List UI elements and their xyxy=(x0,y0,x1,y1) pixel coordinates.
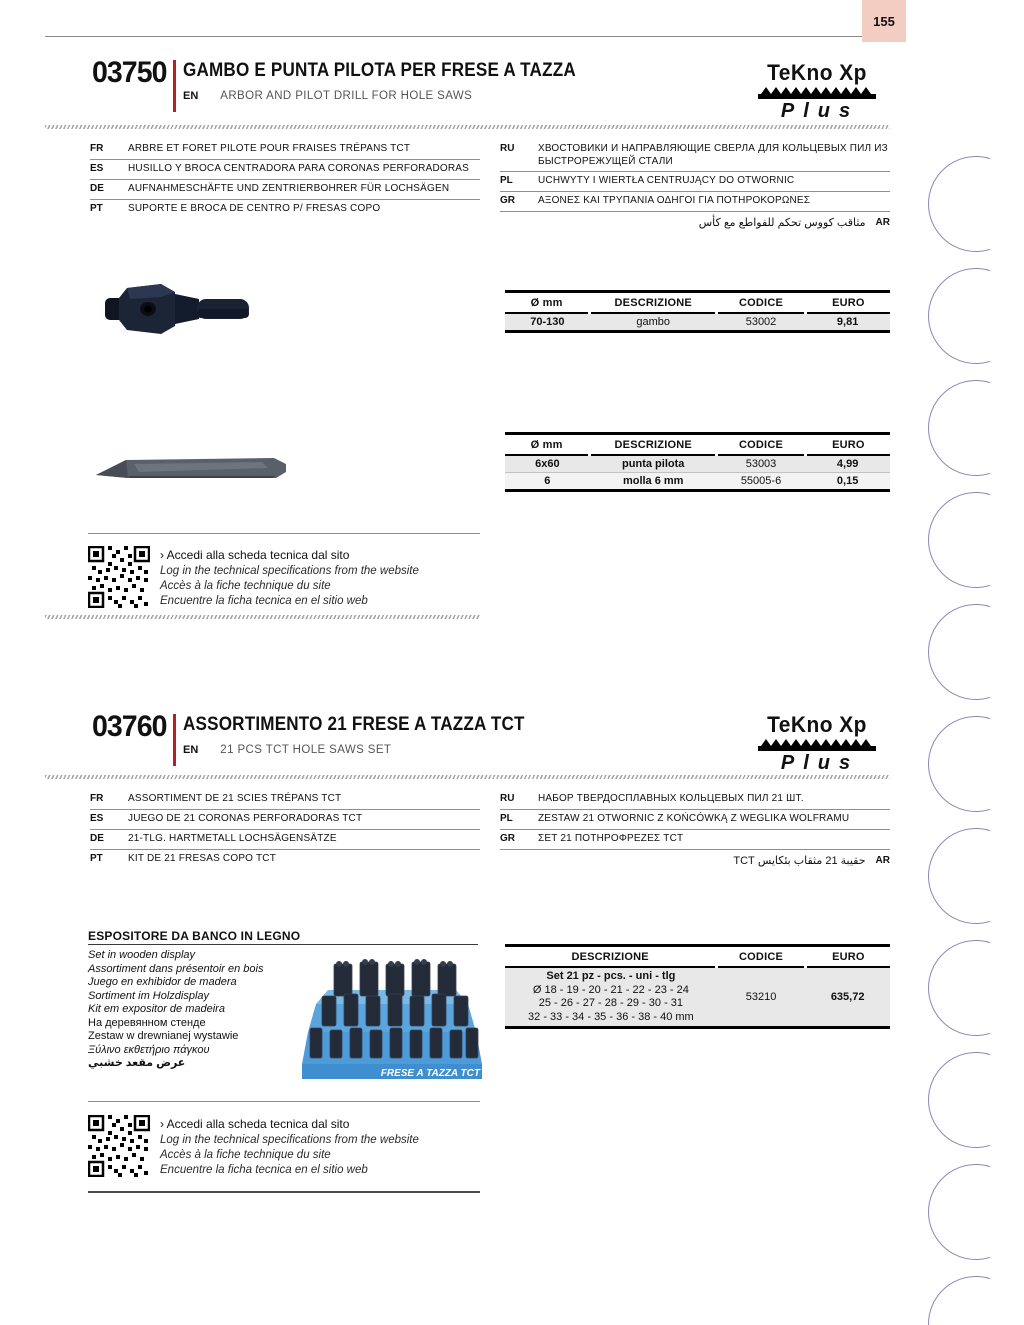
page-number-tab xyxy=(862,0,906,42)
lang-row-de: DE AUFNAHMESCHÄFTE UND ZENTRIERBOHRER FÜR LOCHSÄGEN xyxy=(90,180,480,200)
bottom-rule xyxy=(88,1191,480,1193)
qr-caption: › Accedi alla scheda tecnica dal sito Log in the technical specifications from the website Accès à la fiche technique du site Encuentre la ficha tecnica en el sitio web xyxy=(160,548,419,607)
product-code: 03750 xyxy=(92,56,167,89)
lang-row-gr: GR ΑΞΟΝΕΣ ΚΑΙ ΤΡΥΠΑΝΙΑ ΟΔΗΓΟΙ ΓΙΑ ΠΟΤΗΡΟΚΟΡΩΝΕΣ xyxy=(500,192,890,212)
section-divider xyxy=(45,775,890,779)
lang-row-gr: GR ΣΕΤ 21 ΠΟΤΗΡΟΦΡΕΖΕΣ TCT xyxy=(500,830,890,850)
en-label: EN xyxy=(183,744,199,756)
lang-row-ru: RU НАБОР ТВЕРДОСПЛАВНЫХ КОЛЬЦЕВЫХ ПИЛ 21 ШТ. xyxy=(500,790,890,810)
col-description: DESCRIZIONE xyxy=(590,434,717,456)
product-title: GAMBO E PUNTA PILOTA PER FRESE A TAZZA xyxy=(183,60,576,81)
language-list-left xyxy=(90,790,480,869)
col-description: DESCRIZIONE xyxy=(590,292,717,314)
lang-row-ru: RU ХВОСТОВИКИ И НАПРАВЛЯЮЩИЕ СВЕРЛА ДЛЯ КОЛЬЦЕВЫХ ПИЛ ИЗ БЫСТРОРЕЖУЩЕЙ СТАЛИ xyxy=(500,140,890,172)
col-code: CODICE xyxy=(717,292,806,314)
brand-name: TeKno Xp xyxy=(767,60,867,85)
price-table-set xyxy=(505,944,890,1029)
language-list-right xyxy=(500,140,890,233)
price-table-arbor xyxy=(505,290,890,333)
rule xyxy=(88,944,478,945)
language-list-right xyxy=(500,790,890,871)
brand-logo xyxy=(742,712,892,775)
page-number: 155 xyxy=(873,13,895,29)
price-table-pilot xyxy=(505,432,890,492)
pilot-drill-product-image xyxy=(92,450,292,490)
lang-row-fr: FR ARBRE ET FORET PILOTE POUR FRAISES TRÉPANS TCT xyxy=(90,140,480,160)
sawtooth-icon xyxy=(758,738,876,751)
col-euro: EURO xyxy=(805,292,890,314)
red-divider-bar xyxy=(173,714,176,766)
en-label: EN xyxy=(183,90,199,102)
display-box-translations: Set in wooden display Assortiment dans présentoir en bois Juego en exhibidor de madera Sortiment im Holzdisplay Kit em expositor de madeira На деревянном стенде Zestaw w drewnianej wystawie Ξύλινο εκθετήριο πάγκου عرض مقعد خشبي xyxy=(88,949,264,1069)
brand-plus: Plus xyxy=(780,100,860,122)
table-row: 70-130 gambo 53002 9,81 xyxy=(505,313,890,332)
product-code: 03760 xyxy=(92,710,167,743)
product-subtitle: 21 PCS TCT HOLE SAWS SET xyxy=(220,744,392,756)
table-row: Set 21 pz - pcs. - uni - tlg Ø 18 - 19 - 20 - 21 - 22 - 23 - 24 25 - 26 - 27 - 28 - 29 - 30 - 31 32 - 33 - 34 - 35 - 36 - 38 - 40 mm 53210 635,72 xyxy=(505,967,890,1028)
lang-row-es: ES HUSILLO Y BROCA CENTRADORA PARA CORONAS PERFORADORAS xyxy=(90,160,480,180)
lang-row-pl: PL UCHWYTY I WIERTŁA CENTRUJĄCY DO OTWORNIC xyxy=(500,172,890,192)
product-subtitle-row xyxy=(183,740,391,758)
brand-name: TeKno Xp xyxy=(767,712,867,737)
col-code: CODICE xyxy=(717,434,806,456)
col-description: DESCRIZIONE xyxy=(505,946,717,968)
brand-logo xyxy=(742,60,892,123)
arbor-product-image xyxy=(103,278,255,340)
lang-row-fr: FR ASSORTIMENT DE 21 SCIES TRÉPANS TCT xyxy=(90,790,480,810)
lang-row-ar: مثاقب كووس تحكم للفواطع مع كأس AR xyxy=(698,217,890,229)
qr-code xyxy=(88,546,150,608)
qr-caption: › Accedi alla scheda tecnica dal sito Log in the technical specifications from the website Accès à la fiche technique du site Encuentre la ficha tecnica en el sitio web xyxy=(160,1117,419,1176)
sawtooth-icon xyxy=(758,86,876,99)
language-list-left xyxy=(90,140,480,219)
lang-row-pt: PT SUPORTE E BROCA DE CENTRO P/ FRESAS COPO xyxy=(90,203,381,214)
section-divider xyxy=(45,615,480,619)
col-diameter: Ø mm xyxy=(505,434,590,456)
product-title: ASSORTIMENTO 21 FRESE A TAZZA TCT xyxy=(183,714,525,735)
lang-row-pt: PT KIT DE 21 FRESAS COPO TCT xyxy=(90,853,276,864)
product-subtitle-row xyxy=(183,86,472,104)
rule xyxy=(88,533,480,534)
brand-plus: Plus xyxy=(780,752,860,774)
top-rule xyxy=(45,36,862,37)
red-divider-bar xyxy=(173,60,176,112)
section-divider xyxy=(45,125,890,129)
lang-row-pl: PL ZESTAW 21 OTWORNIC Z KOŃCÓWKĄ Z WEGLIKA WOLFRAMU xyxy=(500,810,890,830)
rule xyxy=(88,1101,480,1102)
col-code: CODICE xyxy=(717,946,806,968)
qr-code xyxy=(88,1115,150,1177)
col-euro: EURO xyxy=(805,946,890,968)
lang-row-de: DE 21-TLG. HARTMETALL LOCHSÄGENSÄTZE xyxy=(90,830,480,850)
table-row: 6 molla 6 mm 55005-6 0,15 xyxy=(505,473,890,491)
hole-saw-set-product-image xyxy=(296,952,488,1088)
display-box-title: ESPOSITORE DA BANCO IN LEGNO xyxy=(88,929,301,943)
col-diameter: Ø mm xyxy=(505,292,590,314)
table-row: 6x60 punta pilota 53003 4,99 xyxy=(505,455,890,473)
photo-caption: FRESE A TAZZA TCT xyxy=(380,1068,480,1079)
lang-row-ar: حقيبة 21 مثقاب بئكايس TCT AR xyxy=(733,855,890,867)
product-subtitle: ARBOR AND PILOT DRILL FOR HOLE SAWS xyxy=(220,90,473,102)
lang-row-es: ES JUEGO DE 21 CORONAS PERFORADORAS TCT xyxy=(90,810,480,830)
col-euro: EURO xyxy=(805,434,890,456)
